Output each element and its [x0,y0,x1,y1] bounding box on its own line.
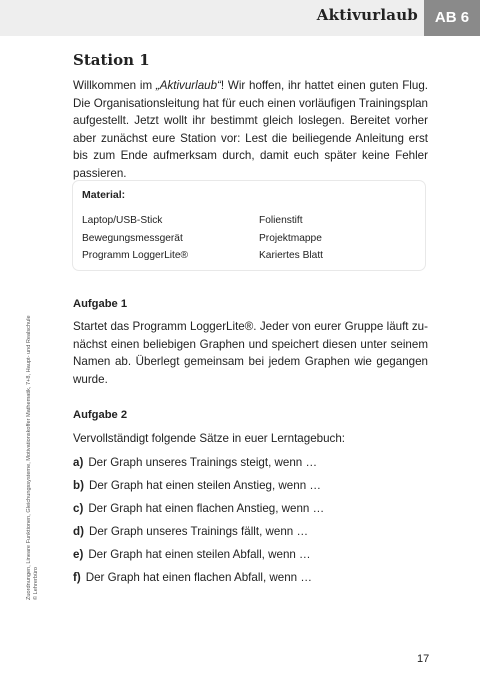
task-letter: b) [73,479,84,492]
sidebar-credit-line: Zuordnungen, Lineare Funktionen, Gleichungssysteme, Motivationskoffer Mathematik, 7+8, Haupt- und Realschule [26,315,32,600]
material-item: Projektmappe [259,232,322,244]
aufgabe2-heading: Aufgabe 2 [73,409,128,421]
intro-emphasis: „Aktivurlaub“ [155,79,221,92]
material-column-left [82,212,188,265]
aufgabe1-text: Startet das Programm LoggerLite®. Jeder von eurer Gruppe läuft zunächst einen beliebigen Graphen und speichert diesen unter seinem Namen ab. Überlegt gemeinsam bei jedem Graphen wie gegangen wurde. [73,320,428,386]
task-letter: e) [73,548,84,561]
task-text: Der Graph hat einen flachen Abfall, wenn … [85,571,312,584]
material-heading: Material: [82,189,126,201]
task-item [73,479,321,492]
material-item: Folienstift [259,215,303,226]
task-item [73,571,312,584]
task-item [73,456,317,469]
material-item: Laptop/USB-Stick [82,215,163,226]
task-text: Der Graph hat einen flachen Anstieg, wenn … [88,502,325,515]
task-letter: c) [73,502,84,515]
task-item [73,502,324,515]
aufgabe1-heading: Aufgabe 1 [73,298,128,310]
worksheet-badge: AB 6 [424,0,480,36]
aufgabe2-intro: Vervollständigt folgende Sätze in euer Lerntagebuch: [73,432,345,445]
task-item [73,548,311,561]
material-box [73,181,425,270]
task-letter: a) [73,456,84,469]
intro-pre: Willkommen im [73,79,156,92]
sidebar-credit [26,315,40,600]
material-column-right [259,212,323,265]
task-letter: d) [73,525,84,538]
task-text: Der Graph hat einen steilen Anstieg, wenn … [88,479,321,492]
station-title: Station 1 [73,51,150,69]
material-item: Bewegungsmessgerät [82,232,183,244]
material-item: Kariertes Blatt [259,250,323,261]
intro-paragraph [73,77,428,183]
task-text: Der Graph hat einen steilen Abfall, wenn … [88,548,311,561]
task-item [73,525,308,538]
material-item: Programm LoggerLite® [82,250,189,261]
task-text: Der Graph unseres Trainings steigt, wenn … [88,456,318,469]
task-letter: f) [73,571,81,584]
worksheet-title: Aktivurlaub [316,6,418,24]
task-text: Der Graph unseres Trainings fällt, wenn … [88,525,309,538]
sidebar-credit-line: © Lehrerbüro [33,566,39,600]
page-number: 17 [417,653,430,665]
intro-post: ! Wir hoffen, ihr hattet einen guten Flug. Die Organisationsleitung hat für euch einen vorläufigen Trainingsplan aufgestellt. Jetzt wollt ihr bestimmt gleich loslegen. Bereitet vorher aber zunächst eure Station vor: Lest die beiliegende Anleitung erst bis zum Ende aufmerksam durch, damit euch später keine Fehler passieren. [73,79,428,180]
